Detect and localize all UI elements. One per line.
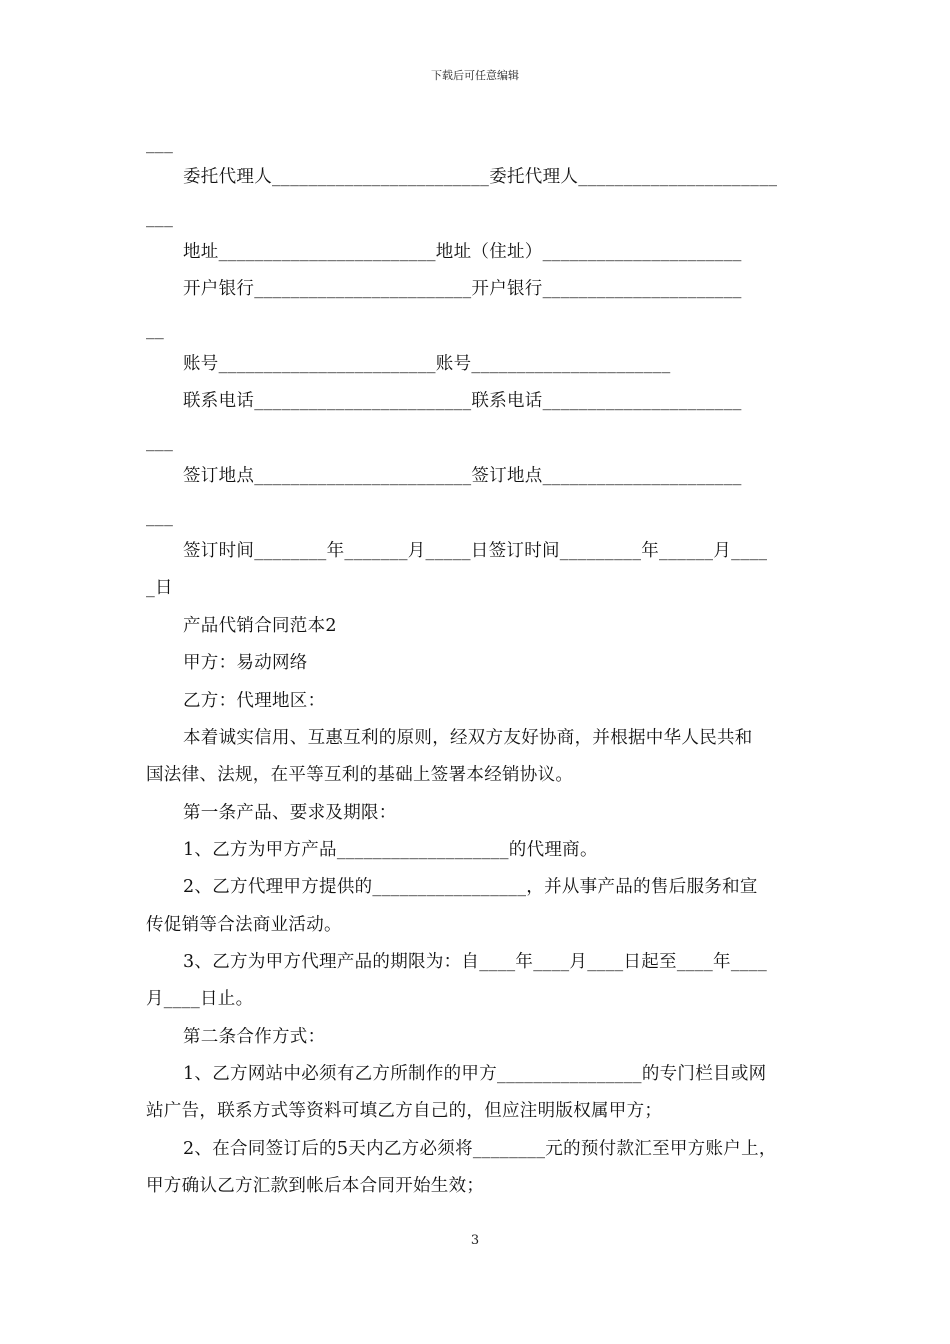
text-line: 国法律、法规，在平等互利的基础上签署本经销协议。 (146, 765, 574, 785)
text-line: 联系电话________________________联系电话______________________ (183, 391, 742, 411)
text-line: 开户银行________________________开户银行______________________ (183, 279, 742, 299)
text-line: _日 (146, 578, 173, 598)
section-title: 产品代销合同范本2 (183, 616, 337, 636)
text-line: 月____日止。 (146, 989, 254, 1009)
text-line: 签订地点________________________签订地点______________________ (183, 466, 742, 486)
text-line: 委托代理人________________________委托代理人______________________ (183, 167, 778, 187)
article-title: 第一条产品、要求及期限： (183, 803, 397, 823)
party-b: 乙方：代理地区： (183, 691, 326, 711)
text-line: ___ (146, 134, 174, 154)
page-header: 下载后可任意编辑 (431, 69, 519, 82)
text-line: 本着诚实信用、互惠互利的原则，经双方友好协商，并根据中华人民共和 (183, 728, 753, 748)
text-line: 站广告，联系方式等资料可填乙方自己的，但应注明版权属甲方； (146, 1101, 663, 1121)
text-line: 3、乙方为甲方代理产品的期限为：自____年____月____日起至____年____ (183, 952, 768, 972)
text-line: __ (146, 320, 165, 340)
article-title: 第二条合作方式： (183, 1027, 326, 1047)
text-line: ___ (146, 432, 174, 452)
text-line: 签订时间________年_______月_____日签订时间_________年______月____ (183, 541, 768, 561)
text-line: ___ (146, 208, 174, 228)
text-line: ___ (146, 507, 174, 527)
text-line: 传促销等合法商业活动。 (146, 915, 342, 935)
party-a: 甲方：易动网络 (183, 653, 308, 673)
text-line: 1、乙方网站中必须有乙方所制作的甲方________________的专门栏目或网 (183, 1064, 767, 1084)
text-line: 1、乙方为甲方产品___________________的代理商。 (183, 840, 598, 860)
text-line: 地址________________________地址（住址）______________________ (183, 242, 742, 262)
page-number: 3 (470, 1233, 480, 1248)
text-line: 2、在合同签订后的5天内乙方必须将________元的预付款汇至甲方账户上， (183, 1139, 777, 1159)
text-line: 甲方确认乙方汇款到帐后本合同开始生效； (146, 1176, 485, 1196)
text-line: 账号________________________账号______________________ (183, 354, 671, 374)
text-line: 2、乙方代理甲方提供的_________________，并从事产品的售后服务和宣 (183, 877, 758, 897)
